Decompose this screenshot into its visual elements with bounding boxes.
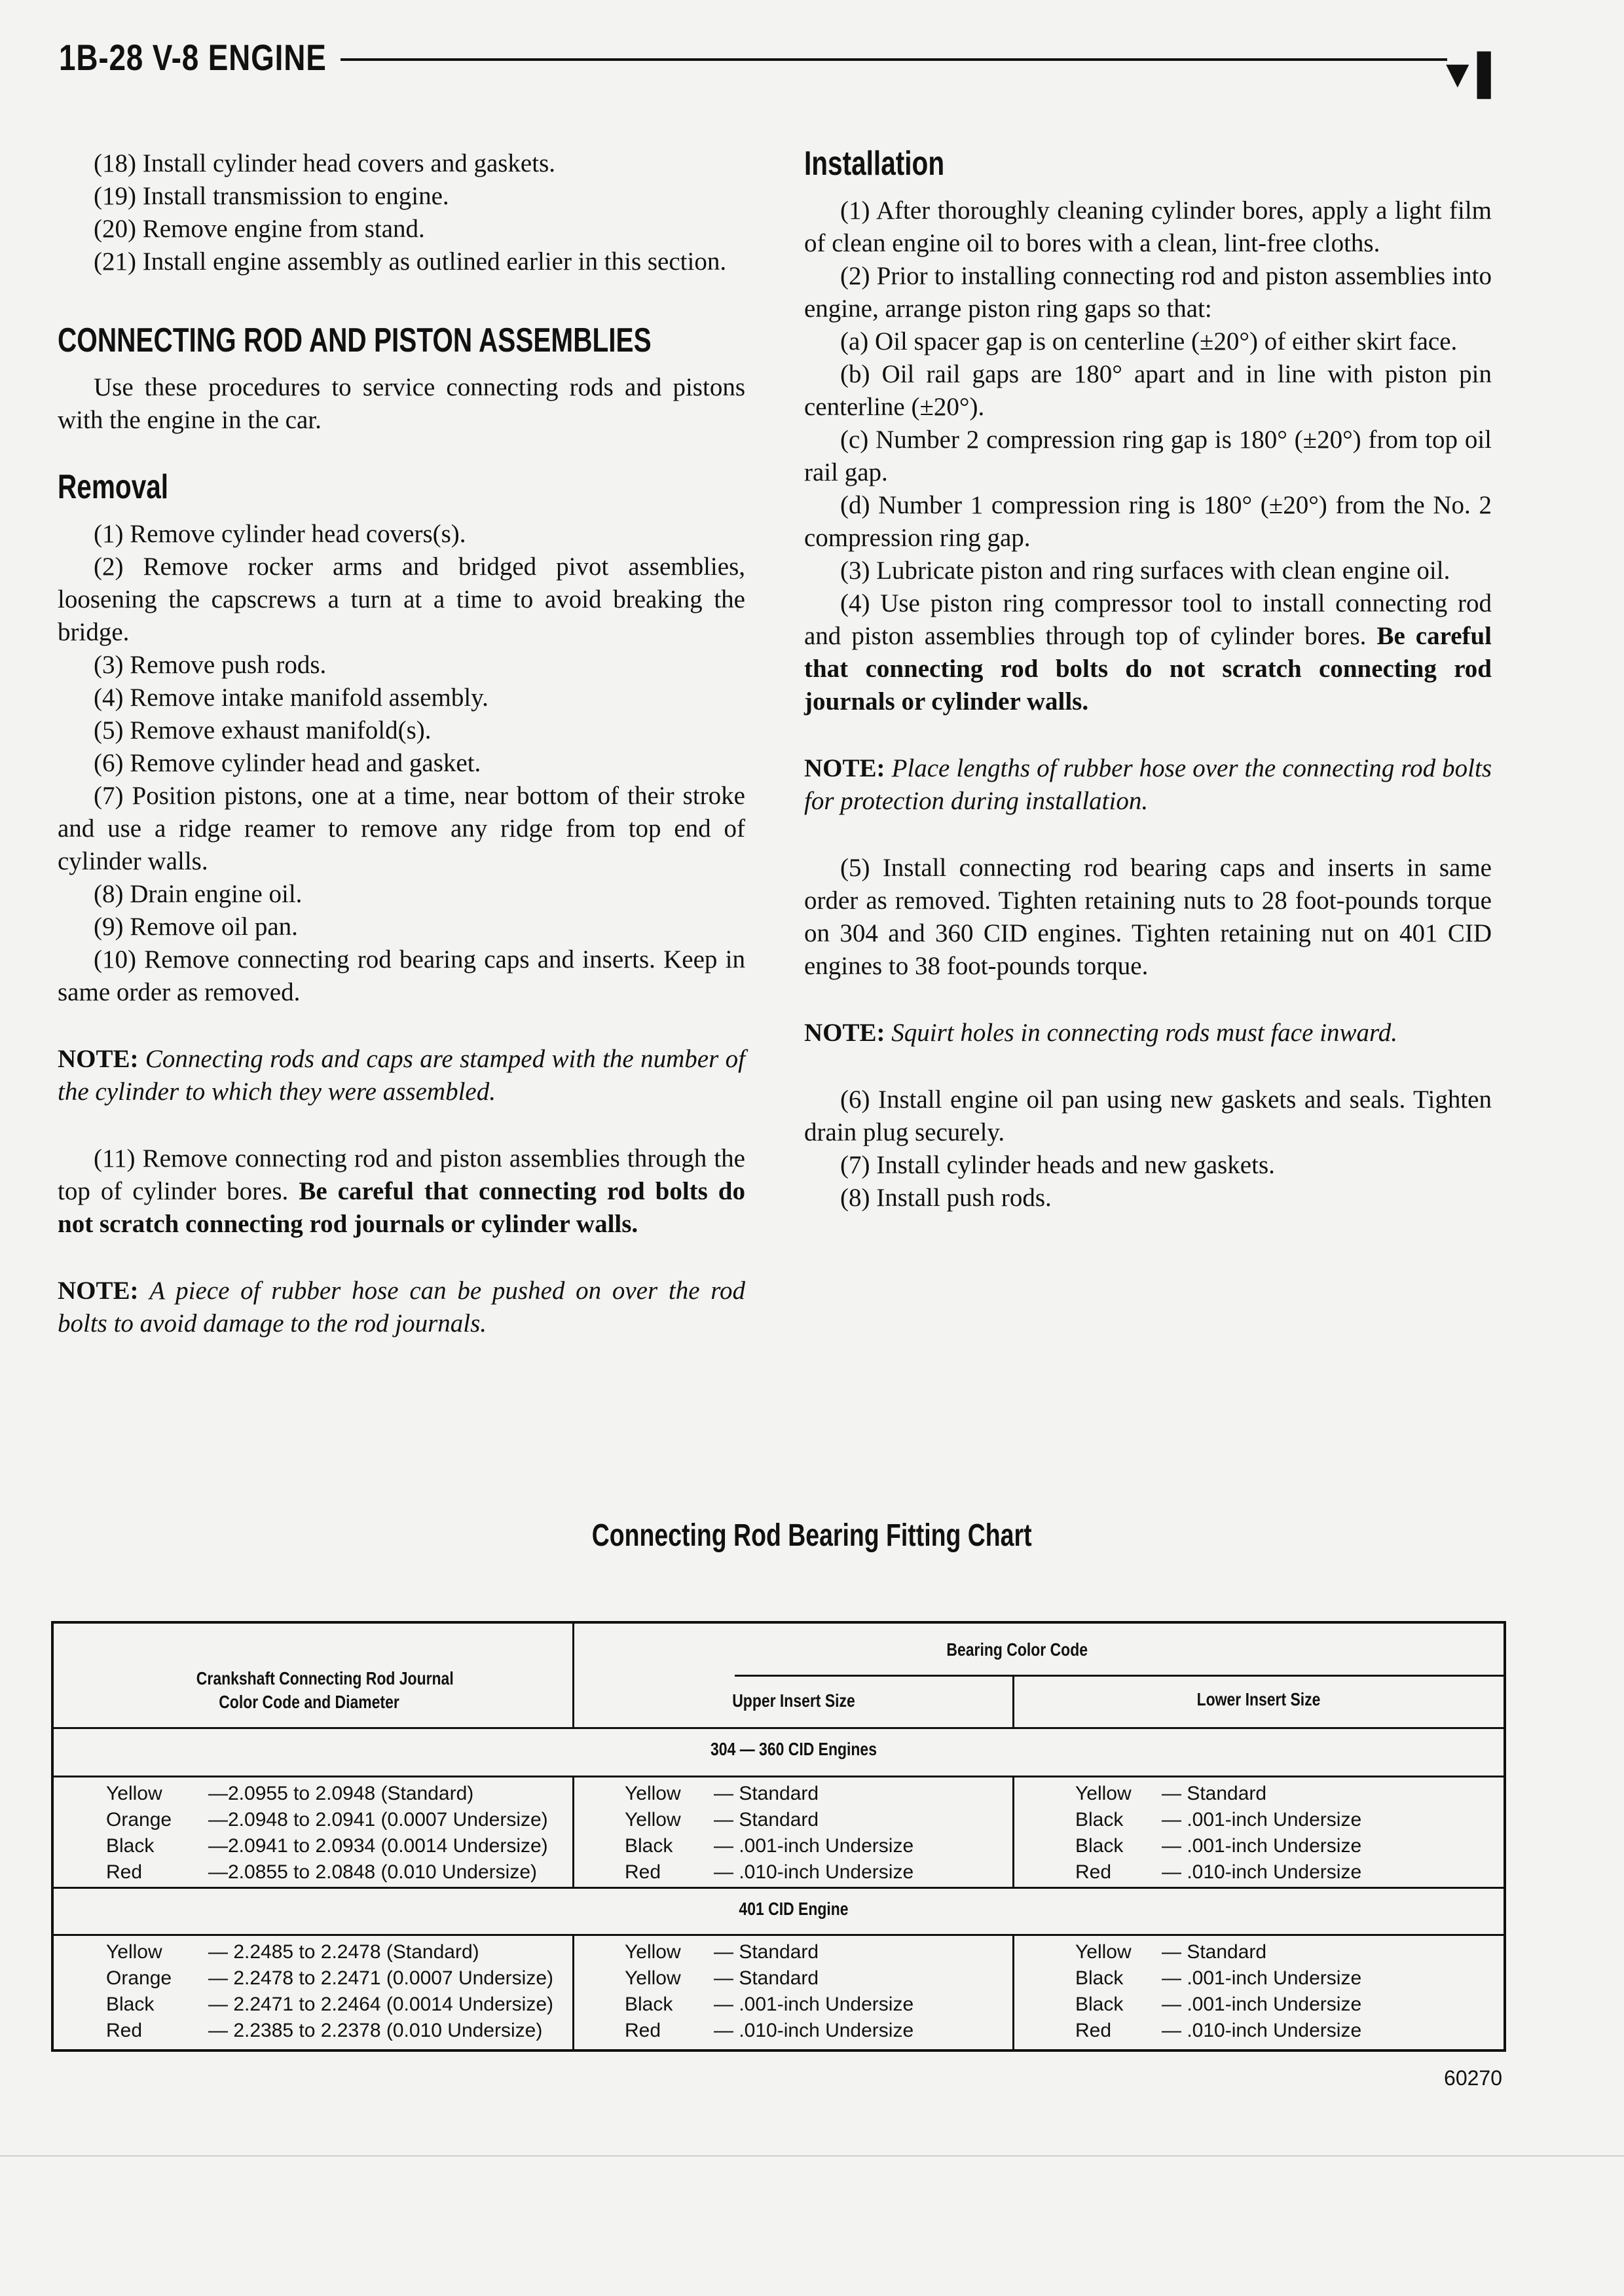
journal-diameter: —2.0955 to 2.0948 (Standard) xyxy=(208,1783,474,1804)
journal-diameter: — 2.2385 to 2.2378 (0.010 Undersize) xyxy=(208,2020,543,2041)
journal-color: Black xyxy=(106,1835,155,1857)
journal-header-line1: Crankshaft Connecting Rod Journal xyxy=(196,1668,454,1688)
note-text: A piece of rubber hose can be pushed on over the rod bolts to avoid damage to the rod journals. xyxy=(58,1277,746,1338)
note-label: NOTE: xyxy=(58,1045,139,1073)
figure-reference-number: 60270 xyxy=(1444,2066,1502,2090)
left-column xyxy=(58,147,745,1340)
section-marker-icon: ▼▌ xyxy=(1438,52,1505,96)
lower-color: Yellow xyxy=(1075,1941,1132,1963)
install-step-2c: (c) Number 2 compression ring gap is 180° (±20°) from top oil rail gap. xyxy=(804,426,1492,486)
install-step-1: (1) After thoroughly cleaning cylinder bores, apply a light film of clean engine oil to bores with a clean, lint-free cloths. xyxy=(804,196,1492,257)
install-step-6: (6) Install engine oil pan using new gaskets and seals. Tighten drain plug securely. xyxy=(804,1085,1492,1146)
column-header-bearing: Bearing Color Code xyxy=(946,1639,1088,1660)
upper-size: — .001-inch Undersize xyxy=(714,1994,914,2015)
section-label-401: 401 CID Engine xyxy=(739,1899,849,1919)
lower-color: Black xyxy=(1075,1835,1124,1857)
page-title: 1B-28 V-8 ENGINE xyxy=(59,37,327,78)
bearing-fitting-chart xyxy=(51,1621,1506,2052)
upper-size: — .001-inch Undersize xyxy=(714,1835,914,1857)
table-rule xyxy=(54,1776,1504,1777)
heading-installation: Installation xyxy=(804,145,945,183)
install-step-3: (3) Lubricate piston and ring surfaces with clean engine oil. xyxy=(840,556,1450,585)
lower-size: — .010-inch Undersize xyxy=(1162,1861,1362,1883)
journal-color: Orange xyxy=(106,1967,172,1989)
journal-color: Orange xyxy=(106,1809,172,1831)
note-text: Squirt holes in connecting rods must face inward. xyxy=(891,1019,1397,1047)
step-11-warning: Be careful that connecting rod bolts do not scratch connecting rod journals or cylinder walls. xyxy=(58,1177,745,1238)
journal-diameter: —2.0855 to 2.0848 (0.010 Undersize) xyxy=(208,1861,537,1883)
chart-title-text: Connecting Rod Bearing Fitting Chart xyxy=(592,1518,1032,1553)
upper-size: — Standard xyxy=(714,1941,819,1963)
removal-step-11 xyxy=(58,1142,745,1241)
note-squirt-holes xyxy=(804,1017,1492,1049)
removal-step-3: (3) Remove push rods. xyxy=(94,651,327,679)
heading-connecting-rod: CONNECTING ROD AND PISTON ASSEMBLIES xyxy=(58,321,652,359)
column-header-lower: Lower Insert Size xyxy=(1196,1689,1321,1709)
table-rule xyxy=(572,1934,574,2052)
table-rule xyxy=(54,1934,1504,1936)
lower-color: Yellow xyxy=(1075,1783,1132,1804)
step-4-warning: Be careful that connecting rod bolts do not scratch connecting rod journals or cylinder walls. xyxy=(804,622,1492,716)
upper-color: Yellow xyxy=(625,1967,681,1989)
install-step-7: (7) Install cylinder heads and new gaskets. xyxy=(840,1151,1275,1179)
install-step-2b: (b) Oil rail gaps are 180° apart and in line with piston pin centerline (±20°). xyxy=(804,360,1492,421)
upper-size: — .010-inch Undersize xyxy=(714,2020,914,2041)
upper-color: Red xyxy=(625,2020,661,2041)
install-step-5: (5) Install connecting rod bearing caps and inserts in same order as removed. Tighten retaining nuts to 28 foot-pounds torque on 304 and 360 CID engines. Tighten retaining nut on 401 CID engines to 38 foot-pounds torque. xyxy=(804,854,1492,980)
table-rule xyxy=(54,1727,1504,1729)
removal-step-7: (7) Position pistons, one at a time, near bottom of their stroke and use a ridge reamer to remove any ridge from top end of cylinder walls. xyxy=(58,782,745,875)
lower-size: — .001-inch Undersize xyxy=(1162,1835,1362,1857)
upper-color: Red xyxy=(625,1861,661,1883)
journal-color: Black xyxy=(106,1994,155,2015)
table-rule xyxy=(735,1675,1504,1677)
upper-color: Yellow xyxy=(625,1783,681,1804)
lower-color: Red xyxy=(1075,1861,1112,1883)
lower-color: Red xyxy=(1075,2020,1112,2041)
install-step-2a: (a) Oil spacer gap is on centerline (±20°) of either skirt face. xyxy=(840,327,1458,355)
table-rule xyxy=(1012,1675,1014,1727)
removal-step-4: (4) Remove intake manifold assembly. xyxy=(94,683,489,712)
chart-title xyxy=(0,1518,1624,1554)
journal-color: Red xyxy=(106,1861,143,1883)
removal-step-1: (1) Remove cylinder head covers(s). xyxy=(94,520,466,548)
journal-color: Yellow xyxy=(106,1783,162,1804)
journal-diameter: — 2.2485 to 2.2478 (Standard) xyxy=(208,1941,479,1963)
lower-size: — .001-inch Undersize xyxy=(1162,1994,1362,2015)
removal-step-2: (2) Remove rocker arms and bridged pivot assemblies, loosening the capscrews a turn at a time to avoid breaking the bridge. xyxy=(58,553,745,646)
step-20: (20) Remove engine from stand. xyxy=(94,215,425,243)
step-21: (21) Install engine assembly as outlined earlier in this section. xyxy=(94,247,727,276)
journal-diameter: — 2.2471 to 2.2464 (0.0014 Undersize) xyxy=(208,1994,554,2015)
note-label: NOTE: xyxy=(804,1019,885,1047)
table-rule xyxy=(572,1776,574,1887)
install-step-2: (2) Prior to installing connecting rod and piston assemblies into engine, arrange piston ring gaps so that: xyxy=(804,262,1492,323)
note-stamped xyxy=(58,1043,745,1108)
lower-size: — Standard xyxy=(1162,1941,1267,1963)
removal-step-5: (5) Remove exhaust manifold(s). xyxy=(94,716,432,744)
lower-color: Black xyxy=(1075,1967,1124,1989)
note-label: NOTE: xyxy=(804,754,885,782)
upper-size: — Standard xyxy=(714,1967,819,1989)
install-step-8: (8) Install push rods. xyxy=(840,1184,1052,1212)
column-header-journal xyxy=(196,1667,454,1714)
removal-step-8: (8) Drain engine oil. xyxy=(94,880,303,908)
upper-color: Black xyxy=(625,1994,673,2015)
lower-color: Black xyxy=(1075,1994,1124,2015)
page-bottom-rule xyxy=(0,2155,1624,2157)
journal-diameter: —2.0948 to 2.0941 (0.0007 Undersize) xyxy=(208,1809,548,1831)
upper-size: — Standard xyxy=(714,1783,819,1804)
note-rubber-hose xyxy=(58,1275,745,1340)
note-hose-install xyxy=(804,752,1492,818)
journal-color: Yellow xyxy=(106,1941,162,1963)
lower-size: — Standard xyxy=(1162,1783,1267,1804)
removal-step-10: (10) Remove connecting rod bearing caps and inserts. Keep in same order as removed. xyxy=(58,945,745,1006)
install-step-2d: (d) Number 1 compression ring is 180° (±20°) from the No. 2 compression ring gap. xyxy=(804,491,1492,552)
note-label: NOTE: xyxy=(58,1277,139,1305)
heading-removal: Removal xyxy=(58,468,169,506)
install-step-4 xyxy=(804,587,1492,718)
upper-color: Yellow xyxy=(625,1941,681,1963)
table-rule xyxy=(1012,1934,1014,2052)
column-header-upper: Upper Insert Size xyxy=(732,1690,855,1711)
removal-step-9: (9) Remove oil pan. xyxy=(94,913,298,941)
journal-header-line2: Color Code and Diameter xyxy=(219,1692,399,1712)
note-text: Connecting rods and caps are stamped with the number of the cylinder to which they were assembled. xyxy=(58,1045,746,1106)
page-header xyxy=(59,36,1506,96)
table-rule xyxy=(572,1624,574,1727)
step-18: (18) Install cylinder head covers and gaskets. xyxy=(94,149,556,177)
journal-diameter: —2.0941 to 2.0934 (0.0014 Undersize) xyxy=(208,1835,548,1857)
lower-size: — .001-inch Undersize xyxy=(1162,1809,1362,1831)
header-rule xyxy=(341,58,1447,61)
upper-size: — Standard xyxy=(714,1809,819,1831)
step-19: (19) Install transmission to engine. xyxy=(94,182,449,210)
table-rule xyxy=(1012,1776,1014,1887)
upper-size: — .010-inch Undersize xyxy=(714,1861,914,1883)
upper-color: Yellow xyxy=(625,1809,681,1831)
note-text: Place lengths of rubber hose over the connecting rod bolts for protection during installation. xyxy=(804,754,1492,815)
step-11-text: (11) Remove connecting rod and piston assemblies through the top of cylinder bores. xyxy=(58,1144,745,1205)
table-rule xyxy=(54,1887,1504,1889)
lower-size: — .001-inch Undersize xyxy=(1162,1967,1362,1989)
lower-size: — .010-inch Undersize xyxy=(1162,2020,1362,2041)
section-label-304-360: 304 — 360 CID Engines xyxy=(710,1739,877,1759)
removal-step-6: (6) Remove cylinder head and gasket. xyxy=(94,749,481,777)
right-column xyxy=(804,147,1492,1214)
lower-color: Black xyxy=(1075,1809,1124,1831)
upper-color: Black xyxy=(625,1835,673,1857)
journal-color: Red xyxy=(106,2020,143,2041)
step-4-text: (4) Use piston ring compressor tool to install connecting rod and piston assemblies through top of cylinder bores. xyxy=(804,589,1492,650)
journal-diameter: — 2.2478 to 2.2471 (0.0007 Undersize) xyxy=(208,1967,554,1989)
intro-paragraph: Use these procedures to service connecting rods and pistons with the engine in the car. xyxy=(58,373,745,434)
